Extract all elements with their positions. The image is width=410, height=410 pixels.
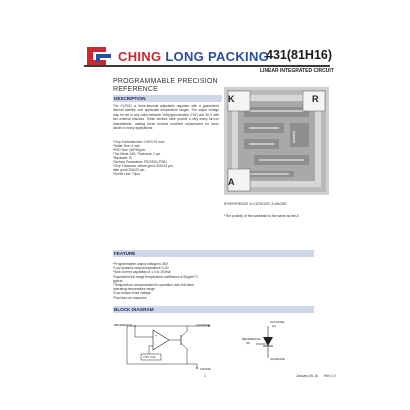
die-label-a: A	[228, 177, 235, 187]
spec-item: *Backside: Si	[113, 156, 132, 160]
bd-minus-sign: -	[155, 342, 157, 346]
block-diagram-heading: BLOCK DIAGRAM	[113, 306, 314, 313]
bd-anode-label: ANODE	[200, 367, 211, 371]
description-body: The CLP431 is three-terminal adjustable regulator with a guaranteed thermal stability over applicable temperature ranges. The output Voltage may be set to any value between Vref(approximately 2.5V) and 36 V with two external resistors. These devices have provide a very sharp turn-on characteristic, making these devices excellent replacement for zener diodes in many applications.	[113, 104, 219, 131]
spec-item: *Chip Substrate/size: 0.80*0.92 mm²	[113, 140, 165, 144]
spec-item: *Scribe Line: 70µm	[113, 172, 140, 176]
die-caption: R:REFERENCE ;K:CATHODE; A:ANODE	[224, 202, 287, 206]
feature-heading: FEATURE	[113, 250, 314, 257]
feature-item: *Low dynamic output impedance 0.2Ω	[113, 266, 169, 271]
bd-cathode-label: CATHODE	[196, 323, 211, 327]
description-heading: DESCRIPTION	[113, 95, 222, 102]
feature-item: *Low output noise voltage	[113, 291, 151, 296]
sym-anode-label: (A)ANODE	[270, 357, 285, 361]
header-subtitle: LINEAR INTEGRATED CIRCUIT	[260, 68, 334, 74]
die-note: *The polarity of the substrate is the same as the A	[224, 214, 299, 218]
feature-item: *Fast turn-on response	[113, 295, 147, 300]
bd-plus-sign: +	[155, 334, 158, 338]
bd-vref-label: 2.5V Vref	[143, 355, 156, 359]
footer-date: January-06-16	[296, 374, 318, 378]
footer-revision: Rev 1.0	[324, 374, 336, 378]
feature-item: operating temperature range	[113, 287, 155, 292]
spec-item: after grind:230±20 µm ;	[113, 168, 146, 172]
sym-cathode-label: CATHODE	[270, 320, 285, 324]
brand-name	[118, 49, 269, 64]
die-label-k: K	[228, 94, 235, 104]
spec-item: *Chip Thickness: before grind: 625±15 µm ;	[113, 164, 175, 168]
die-label-r: R	[312, 94, 319, 104]
spec-item: *Surface Passivation: PSG/SiO₂/PSiN	[113, 160, 167, 164]
feature-item: *Temperature compensated for operation over full rated	[113, 283, 194, 288]
brand-name-part1: CHING	[118, 49, 166, 64]
sym-reference-pin: (R)	[246, 341, 251, 345]
brand-name-part2: LONG PACKING	[165, 49, 270, 64]
feature-item: *Sink current capability of 1.0 to 100mA	[113, 270, 171, 275]
spec-item: *Top Metal: AlSi, Thickness: 2 µm	[113, 152, 161, 156]
sym-cathode-pin: (K)	[272, 324, 276, 328]
feature-item: *Equivalent full-range temperature coefficient of 50ppm/°C	[113, 274, 199, 279]
feature-item: typical	[113, 278, 123, 283]
feature-item: *Programmable output voltage to 36V	[113, 262, 168, 266]
spec-item: *Wafer Size: 6 inch	[113, 144, 140, 148]
feature-list	[113, 262, 243, 300]
title-line-2: REFERENCE	[113, 86, 158, 93]
page-number: 1	[204, 374, 206, 378]
sym-reference-label: REFERENCE	[242, 337, 261, 341]
title-line-1: PROGRAMMABLE PRECISION	[113, 78, 218, 85]
spec-list	[113, 140, 223, 176]
bd-reference-label: REFERENCE	[114, 323, 133, 327]
part-number: 431(81H16)	[266, 48, 333, 62]
header-rule	[84, 65, 330, 67]
spec-item: *PAD Size: (95*95)µm²	[113, 148, 146, 152]
